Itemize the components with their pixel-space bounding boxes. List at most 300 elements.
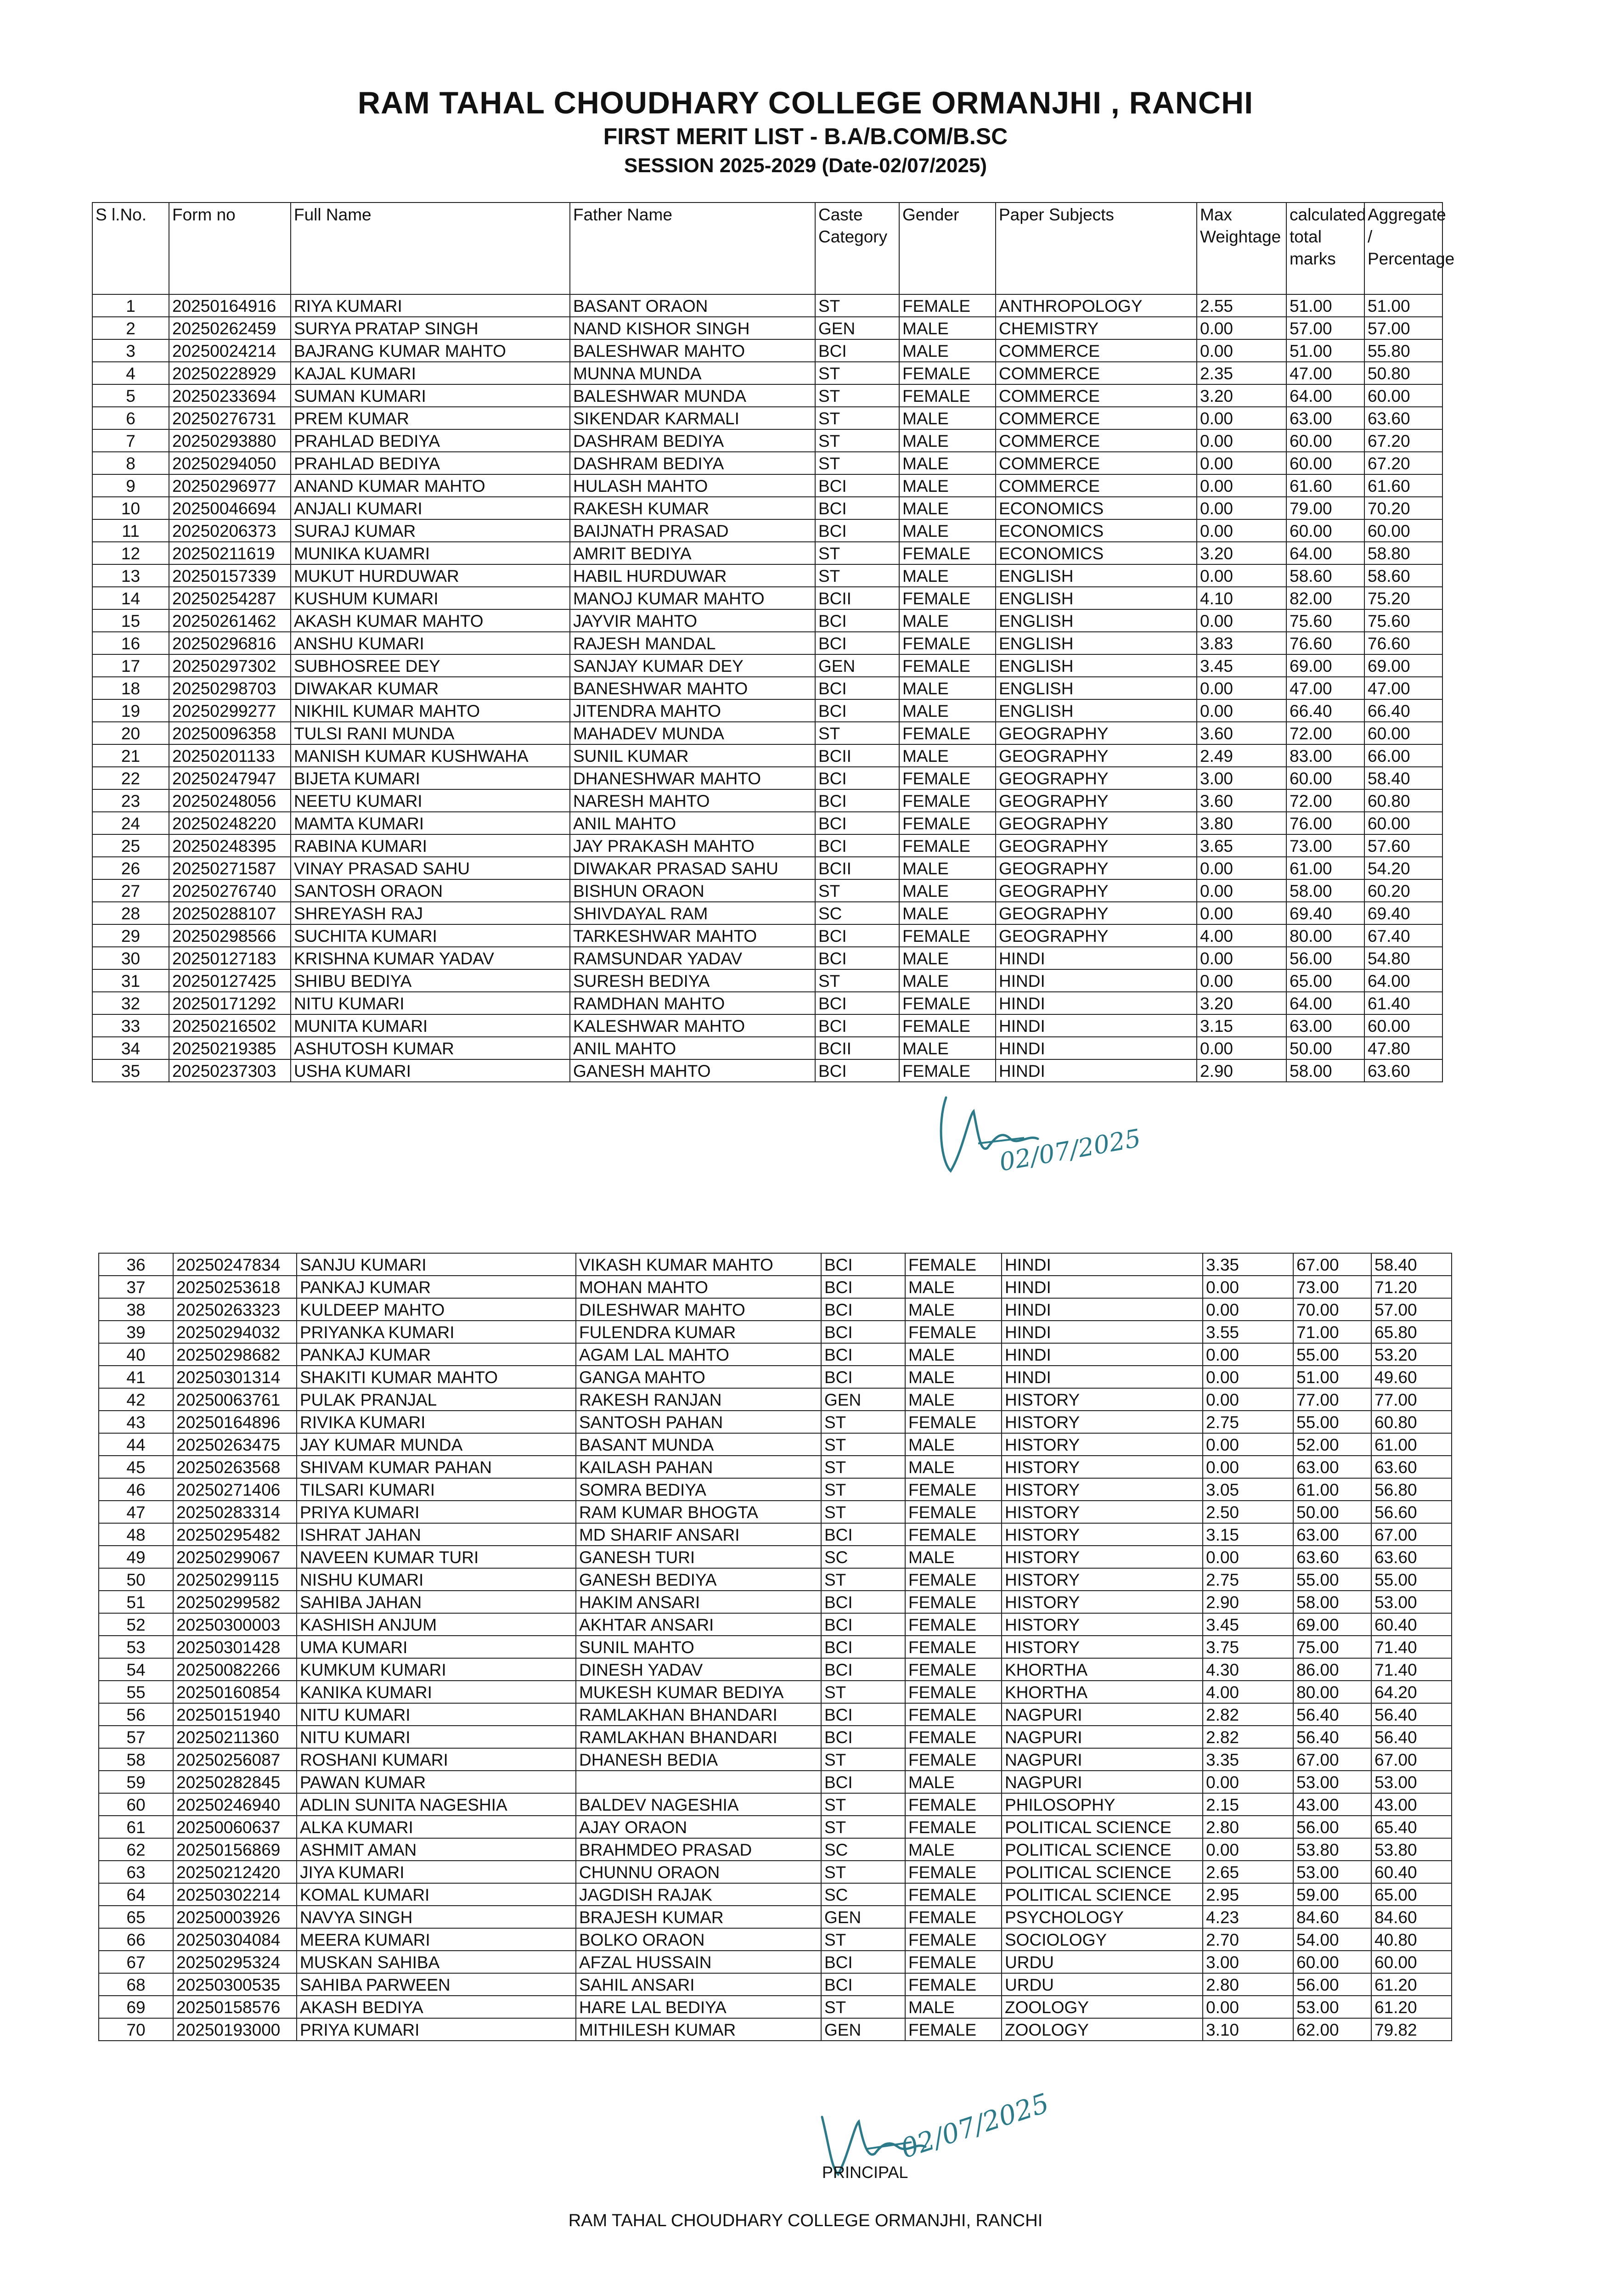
cell-weightage: 2.55 <box>1197 294 1286 317</box>
cell-sno: 19 <box>92 699 169 722</box>
cell-total-marks: 75.00 <box>1293 1636 1371 1658</box>
cell-total-marks: 50.00 <box>1293 1501 1371 1523</box>
cell-subject: COMMERCE <box>996 429 1197 452</box>
cell-father-name: RAKESH KUMAR <box>570 497 815 519</box>
col-sno-header: S l.No. <box>92 203 169 294</box>
cell-form-no: 20250063761 <box>173 1388 297 1411</box>
cell-subject: POLITICAL SCIENCE <box>1002 1816 1203 1838</box>
cell-sno: 49 <box>99 1546 173 1568</box>
cell-form-no: 20250247834 <box>173 1253 297 1276</box>
table-header-row <box>92 203 1442 294</box>
table-row <box>92 452 1442 474</box>
cell-father-name: BANESHWAR MAHTO <box>570 677 815 699</box>
cell-form-no: 20250295324 <box>173 1951 297 1973</box>
cell-subject: ENGLISH <box>996 632 1197 654</box>
cell-caste: BCI <box>821 1636 905 1658</box>
cell-form-no: 20250300535 <box>173 1973 297 1996</box>
cell-gender: MALE <box>905 1343 1002 1366</box>
cell-aggregate: 53.20 <box>1371 1343 1452 1366</box>
cell-caste: SC <box>821 1883 905 1906</box>
table-row <box>99 1456 1452 1478</box>
table-row <box>92 924 1442 947</box>
cell-sno: 56 <box>99 1703 173 1726</box>
cell-gender: FEMALE <box>905 1928 1002 1951</box>
table-row <box>99 1501 1452 1523</box>
cell-caste: BCI <box>821 1591 905 1613</box>
cell-aggregate: 47.00 <box>1364 677 1442 699</box>
cell-father-name: DHANESH BEDIA <box>576 1748 821 1771</box>
cell-gender: MALE <box>899 407 996 429</box>
cell-weightage: 2.65 <box>1203 1861 1293 1883</box>
col-aggregate-header: Aggregate / Percentage <box>1364 203 1442 294</box>
cell-full-name: USHA KUMARI <box>291 1059 570 1082</box>
cell-full-name: NEETU KUMARI <box>291 789 570 812</box>
cell-total-marks: 80.00 <box>1286 924 1364 947</box>
table-row <box>99 1883 1452 1906</box>
cell-weightage: 2.90 <box>1203 1591 1293 1613</box>
cell-sno: 46 <box>99 1478 173 1501</box>
table-row <box>99 1523 1452 1546</box>
cell-form-no: 20250216502 <box>169 1014 291 1037</box>
cell-form-no: 20250256087 <box>173 1748 297 1771</box>
cell-caste: ST <box>821 1861 905 1883</box>
cell-form-no: 20250263475 <box>173 1433 297 1456</box>
cell-form-no: 20250157339 <box>169 564 291 587</box>
cell-aggregate: 84.60 <box>1371 1906 1452 1928</box>
table-row <box>92 429 1442 452</box>
cell-sno: 42 <box>99 1388 173 1411</box>
cell-weightage: 2.15 <box>1203 1793 1293 1816</box>
cell-form-no: 20250246940 <box>173 1793 297 1816</box>
cell-form-no: 20250294050 <box>169 452 291 474</box>
cell-total-marks: 64.00 <box>1286 542 1364 564</box>
table-row <box>92 744 1442 767</box>
table-row <box>92 654 1442 677</box>
cell-total-marks: 56.40 <box>1293 1726 1371 1748</box>
cell-aggregate: 60.80 <box>1364 789 1442 812</box>
cell-form-no: 20250248395 <box>169 834 291 857</box>
cell-form-no: 20250060637 <box>173 1816 297 1838</box>
cell-aggregate: 63.60 <box>1371 1456 1452 1478</box>
table-row <box>99 1681 1452 1703</box>
cell-aggregate: 71.20 <box>1371 1276 1452 1298</box>
cell-total-marks: 53.00 <box>1293 1861 1371 1883</box>
cell-subject: HISTORY <box>1002 1591 1203 1613</box>
cell-full-name: BAJRANG KUMAR MAHTO <box>291 339 570 362</box>
cell-full-name: KASHISH ANJUM <box>297 1613 576 1636</box>
cell-gender: FEMALE <box>899 1014 996 1037</box>
cell-aggregate: 60.00 <box>1364 1014 1442 1037</box>
table-row <box>92 632 1442 654</box>
cell-full-name: KRISHNA KUMAR YADAV <box>291 947 570 969</box>
cell-gender: FEMALE <box>905 1861 1002 1883</box>
cell-weightage: 2.35 <box>1197 362 1286 384</box>
cell-caste: BCI <box>821 1613 905 1636</box>
cell-subject: HINDI <box>1002 1343 1203 1366</box>
cell-sno: 28 <box>92 902 169 924</box>
cell-aggregate: 43.00 <box>1371 1793 1452 1816</box>
cell-caste: ST <box>821 1456 905 1478</box>
table-row <box>99 1388 1452 1411</box>
cell-caste: ST <box>821 1748 905 1771</box>
cell-caste: GEN <box>821 1388 905 1411</box>
cell-form-no: 20250003926 <box>173 1906 297 1928</box>
cell-aggregate: 58.80 <box>1364 542 1442 564</box>
cell-form-no: 20250151940 <box>173 1703 297 1726</box>
cell-sno: 7 <box>92 429 169 452</box>
cell-aggregate: 55.00 <box>1371 1568 1452 1591</box>
cell-father-name: RAM KUMAR BHOGTA <box>576 1501 821 1523</box>
cell-full-name: UMA KUMARI <box>297 1636 576 1658</box>
cell-subject: ZOOLOGY <box>1002 1996 1203 2018</box>
cell-caste: BCI <box>815 1014 899 1037</box>
cell-gender: FEMALE <box>905 1523 1002 1546</box>
cell-weightage: 3.55 <box>1203 1321 1293 1343</box>
cell-sno: 41 <box>99 1366 173 1388</box>
cell-father-name <box>576 1771 821 1793</box>
cell-father-name: HARE LAL BEDIYA <box>576 1996 821 2018</box>
cell-weightage: 0.00 <box>1203 1343 1293 1366</box>
cell-total-marks: 65.00 <box>1286 969 1364 992</box>
cell-aggregate: 57.00 <box>1364 317 1442 339</box>
cell-gender: FEMALE <box>905 1681 1002 1703</box>
cell-sno: 27 <box>92 879 169 902</box>
cell-caste: BCI <box>821 1726 905 1748</box>
cell-father-name: CHUNNU ORAON <box>576 1861 821 1883</box>
cell-father-name: JITENDRA MAHTO <box>570 699 815 722</box>
cell-gender: MALE <box>899 699 996 722</box>
cell-caste: BCI <box>815 947 899 969</box>
cell-aggregate: 77.00 <box>1371 1388 1452 1411</box>
cell-gender: FEMALE <box>899 542 996 564</box>
cell-form-no: 20250046694 <box>169 497 291 519</box>
col-total-marks-header: calculated total marks <box>1286 203 1364 294</box>
cell-total-marks: 56.00 <box>1286 947 1364 969</box>
cell-sno: 58 <box>99 1748 173 1771</box>
cell-father-name: SUNIL MAHTO <box>576 1636 821 1658</box>
cell-subject: COMMERCE <box>996 362 1197 384</box>
cell-sno: 62 <box>99 1838 173 1861</box>
cell-total-marks: 55.00 <box>1293 1411 1371 1433</box>
cell-full-name: MUNITA KUMARI <box>291 1014 570 1037</box>
cell-total-marks: 64.00 <box>1286 384 1364 407</box>
cell-weightage: 0.00 <box>1197 519 1286 542</box>
cell-aggregate: 75.20 <box>1364 587 1442 609</box>
cell-aggregate: 67.20 <box>1364 452 1442 474</box>
table-row <box>92 384 1442 407</box>
cell-caste: BCI <box>815 1059 899 1082</box>
cell-total-marks: 60.00 <box>1286 519 1364 542</box>
cell-form-no: 20250024214 <box>169 339 291 362</box>
cell-aggregate: 54.80 <box>1364 947 1442 969</box>
cell-full-name: MEERA KUMARI <box>297 1928 576 1951</box>
cell-aggregate: 61.00 <box>1371 1433 1452 1456</box>
cell-caste: BCI <box>815 632 899 654</box>
cell-full-name: PRIYA KUMARI <box>297 2018 576 2041</box>
cell-subject: ENGLISH <box>996 587 1197 609</box>
cell-subject: HINDI <box>996 1059 1197 1082</box>
cell-total-marks: 72.00 <box>1286 722 1364 744</box>
cell-gender: MALE <box>905 1366 1002 1388</box>
table-row <box>92 722 1442 744</box>
cell-form-no: 20250201133 <box>169 744 291 767</box>
cell-full-name: NISHU KUMARI <box>297 1568 576 1591</box>
table-row <box>92 969 1442 992</box>
cell-total-marks: 58.00 <box>1293 1591 1371 1613</box>
cell-sno: 40 <box>99 1343 173 1366</box>
cell-caste: SC <box>821 1546 905 1568</box>
cell-aggregate: 61.20 <box>1371 1996 1452 2018</box>
cell-caste: ST <box>815 564 899 587</box>
cell-weightage: 0.00 <box>1197 1037 1286 1059</box>
cell-aggregate: 69.40 <box>1364 902 1442 924</box>
cell-father-name: HAKIM ANSARI <box>576 1591 821 1613</box>
cell-full-name: ANAND KUMAR MAHTO <box>291 474 570 497</box>
table-row <box>99 1253 1452 1276</box>
cell-full-name: AKASH KUMAR MAHTO <box>291 609 570 632</box>
cell-aggregate: 75.60 <box>1364 609 1442 632</box>
cell-subject: ECONOMICS <box>996 542 1197 564</box>
cell-father-name: NARESH MAHTO <box>570 789 815 812</box>
cell-gender: MALE <box>905 1996 1002 2018</box>
cell-form-no: 20250164896 <box>173 1411 297 1433</box>
cell-gender: MALE <box>905 1456 1002 1478</box>
cell-full-name: NAVEEN KUMAR TURI <box>297 1546 576 1568</box>
cell-sno: 4 <box>92 362 169 384</box>
cell-form-no: 20250248056 <box>169 789 291 812</box>
cell-subject: NAGPURI <box>1002 1748 1203 1771</box>
cell-sno: 22 <box>92 767 169 789</box>
cell-total-marks: 57.00 <box>1286 317 1364 339</box>
cell-caste: SC <box>821 1838 905 1861</box>
cell-weightage: 0.00 <box>1197 969 1286 992</box>
cell-gender: MALE <box>899 497 996 519</box>
cell-weightage: 4.10 <box>1197 587 1286 609</box>
cell-aggregate: 66.00 <box>1364 744 1442 767</box>
cell-total-marks: 67.00 <box>1293 1748 1371 1771</box>
cell-sno: 61 <box>99 1816 173 1838</box>
cell-weightage: 3.45 <box>1203 1613 1293 1636</box>
cell-sno: 67 <box>99 1951 173 1973</box>
cell-subject: COMMERCE <box>996 407 1197 429</box>
cell-gender: MALE <box>899 744 996 767</box>
cell-full-name: PREM KUMAR <box>291 407 570 429</box>
table-row <box>99 1861 1452 1883</box>
cell-weightage: 3.83 <box>1197 632 1286 654</box>
cell-sno: 1 <box>92 294 169 317</box>
cell-caste: ST <box>821 1681 905 1703</box>
cell-total-marks: 69.40 <box>1286 902 1364 924</box>
cell-father-name: SIKENDAR KARMALI <box>570 407 815 429</box>
cell-subject: ECONOMICS <box>996 519 1197 542</box>
cell-caste: BCI <box>815 497 899 519</box>
cell-subject: PSYCHOLOGY <box>1002 1906 1203 1928</box>
cell-gender: MALE <box>905 1388 1002 1411</box>
cell-sno: 8 <box>92 452 169 474</box>
cell-subject: HINDI <box>1002 1253 1203 1276</box>
cell-form-no: 20250127425 <box>169 969 291 992</box>
cell-weightage: 0.00 <box>1203 1276 1293 1298</box>
cell-subject: ENGLISH <box>996 699 1197 722</box>
cell-subject: COMMERCE <box>996 339 1197 362</box>
cell-form-no: 20250248220 <box>169 812 291 834</box>
cell-caste: BCI <box>815 519 899 542</box>
cell-total-marks: 47.00 <box>1286 677 1364 699</box>
cell-total-marks: 47.00 <box>1286 362 1364 384</box>
cell-father-name: AMRIT BEDIYA <box>570 542 815 564</box>
cell-caste: ST <box>815 542 899 564</box>
table-row <box>92 587 1442 609</box>
cell-full-name: SHAKITI KUMAR MAHTO <box>297 1366 576 1388</box>
cell-subject: GEOGRAPHY <box>996 767 1197 789</box>
cell-full-name: SUBHOSREE DEY <box>291 654 570 677</box>
cell-aggregate: 50.80 <box>1364 362 1442 384</box>
cell-aggregate: 55.80 <box>1364 339 1442 362</box>
cell-form-no: 20250295482 <box>173 1523 297 1546</box>
cell-total-marks: 61.00 <box>1286 857 1364 879</box>
cell-weightage: 0.00 <box>1203 1996 1293 2018</box>
table-row <box>99 1478 1452 1501</box>
cell-form-no: 20250294032 <box>173 1321 297 1343</box>
cell-caste: ST <box>821 1996 905 2018</box>
cell-father-name: SANJAY KUMAR DEY <box>570 654 815 677</box>
cell-weightage: 0.00 <box>1203 1838 1293 1861</box>
cell-father-name: MUNNA MUNDA <box>570 362 815 384</box>
cell-total-marks: 69.00 <box>1293 1613 1371 1636</box>
cell-full-name: PULAK PRANJAL <box>297 1388 576 1411</box>
cell-gender: FEMALE <box>899 789 996 812</box>
cell-subject: URDU <box>1002 1973 1203 1996</box>
cell-weightage: 3.80 <box>1197 812 1286 834</box>
cell-subject: HISTORY <box>1002 1501 1203 1523</box>
cell-caste: BCI <box>815 677 899 699</box>
cell-sno: 24 <box>92 812 169 834</box>
cell-form-no: 20250253618 <box>173 1276 297 1298</box>
cell-gender: MALE <box>899 474 996 497</box>
cell-weightage: 3.15 <box>1197 1014 1286 1037</box>
cell-sno: 9 <box>92 474 169 497</box>
cell-caste: BCI <box>815 339 899 362</box>
cell-total-marks: 63.00 <box>1286 1014 1364 1037</box>
cell-caste: BCI <box>815 992 899 1014</box>
cell-form-no: 20250254287 <box>169 587 291 609</box>
table-row <box>99 1726 1452 1748</box>
cell-full-name: ISHRAT JAHAN <box>297 1523 576 1546</box>
cell-gender: MALE <box>905 1298 1002 1321</box>
cell-total-marks: 60.00 <box>1293 1951 1371 1973</box>
cell-weightage: 3.20 <box>1197 542 1286 564</box>
cell-full-name: TULSI RANI MUNDA <box>291 722 570 744</box>
cell-weightage: 3.20 <box>1197 992 1286 1014</box>
cell-gender: MALE <box>899 564 996 587</box>
cell-gender: MALE <box>899 902 996 924</box>
cell-aggregate: 51.00 <box>1364 294 1442 317</box>
cell-weightage: 4.23 <box>1203 1906 1293 1928</box>
table-row <box>92 677 1442 699</box>
cell-father-name: BRAJESH KUMAR <box>576 1906 821 1928</box>
cell-sno: 3 <box>92 339 169 362</box>
cell-total-marks: 43.00 <box>1293 1793 1371 1816</box>
cell-total-marks: 77.00 <box>1293 1388 1371 1411</box>
cell-subject: HISTORY <box>1002 1388 1203 1411</box>
cell-form-no: 20250206373 <box>169 519 291 542</box>
cell-sno: 25 <box>92 834 169 857</box>
cell-aggregate: 56.40 <box>1371 1726 1452 1748</box>
cell-full-name: PRIYANKA KUMARI <box>297 1321 576 1343</box>
cell-gender: FEMALE <box>899 632 996 654</box>
cell-weightage: 0.00 <box>1203 1456 1293 1478</box>
cell-form-no: 20250160854 <box>173 1681 297 1703</box>
cell-aggregate: 58.40 <box>1364 767 1442 789</box>
cell-subject: ENGLISH <box>996 609 1197 632</box>
cell-caste: ST <box>821 1433 905 1456</box>
col-father-name-header: Father Name <box>570 203 815 294</box>
cell-form-no: 20250299067 <box>173 1546 297 1568</box>
cell-aggregate: 65.80 <box>1371 1321 1452 1343</box>
cell-subject: HINDI <box>1002 1366 1203 1388</box>
cell-subject: KHORTHA <box>1002 1681 1203 1703</box>
cell-sno: 48 <box>99 1523 173 1546</box>
cell-caste: ST <box>815 294 899 317</box>
cell-aggregate: 60.40 <box>1371 1861 1452 1883</box>
cell-subject: ENGLISH <box>996 564 1197 587</box>
cell-total-marks: 76.00 <box>1286 812 1364 834</box>
cell-gender: FEMALE <box>905 1906 1002 1928</box>
cell-sno: 51 <box>99 1591 173 1613</box>
cell-father-name: DASHRAM BEDIYA <box>570 429 815 452</box>
cell-subject: HISTORY <box>1002 1613 1203 1636</box>
cell-caste: BCI <box>821 1276 905 1298</box>
cell-sno: 57 <box>99 1726 173 1748</box>
cell-weightage: 0.00 <box>1197 677 1286 699</box>
cell-weightage: 3.60 <box>1197 789 1286 812</box>
cell-weightage: 0.00 <box>1197 879 1286 902</box>
table-row <box>99 1366 1452 1388</box>
cell-father-name: RAMSUNDAR YADAV <box>570 947 815 969</box>
cell-sno: 11 <box>92 519 169 542</box>
cell-subject: NAGPURI <box>1002 1703 1203 1726</box>
cell-gender: FEMALE <box>899 722 996 744</box>
merit-table-2 <box>98 1253 1452 2041</box>
cell-full-name: JAY KUMAR MUNDA <box>297 1433 576 1456</box>
cell-weightage: 4.00 <box>1203 1681 1293 1703</box>
cell-father-name: RAKESH RANJAN <box>576 1388 821 1411</box>
cell-aggregate: 58.60 <box>1364 564 1442 587</box>
cell-total-marks: 53.00 <box>1293 1996 1371 2018</box>
cell-caste: BCII <box>815 1037 899 1059</box>
cell-total-marks: 73.00 <box>1286 834 1364 857</box>
cell-caste: ST <box>815 407 899 429</box>
table-row <box>92 542 1442 564</box>
session-line: SESSION 2025-2029 (Date-02/07/2025) <box>624 154 987 177</box>
cell-total-marks: 67.00 <box>1293 1253 1371 1276</box>
cell-total-marks: 61.00 <box>1293 1478 1371 1501</box>
cell-total-marks: 58.00 <box>1286 879 1364 902</box>
cell-subject: URDU <box>1002 1951 1203 1973</box>
table-row <box>99 1951 1452 1973</box>
cell-gender: MALE <box>899 519 996 542</box>
cell-aggregate: 60.00 <box>1371 1951 1452 1973</box>
cell-subject: GEOGRAPHY <box>996 722 1197 744</box>
cell-form-no: 20250288107 <box>169 902 291 924</box>
cell-subject: GEOGRAPHY <box>996 812 1197 834</box>
cell-gender: MALE <box>899 879 996 902</box>
cell-aggregate: 71.40 <box>1371 1636 1452 1658</box>
cell-gender: FEMALE <box>905 1816 1002 1838</box>
cell-total-marks: 55.00 <box>1293 1343 1371 1366</box>
cell-sno: 47 <box>99 1501 173 1523</box>
cell-caste: BCII <box>815 857 899 879</box>
